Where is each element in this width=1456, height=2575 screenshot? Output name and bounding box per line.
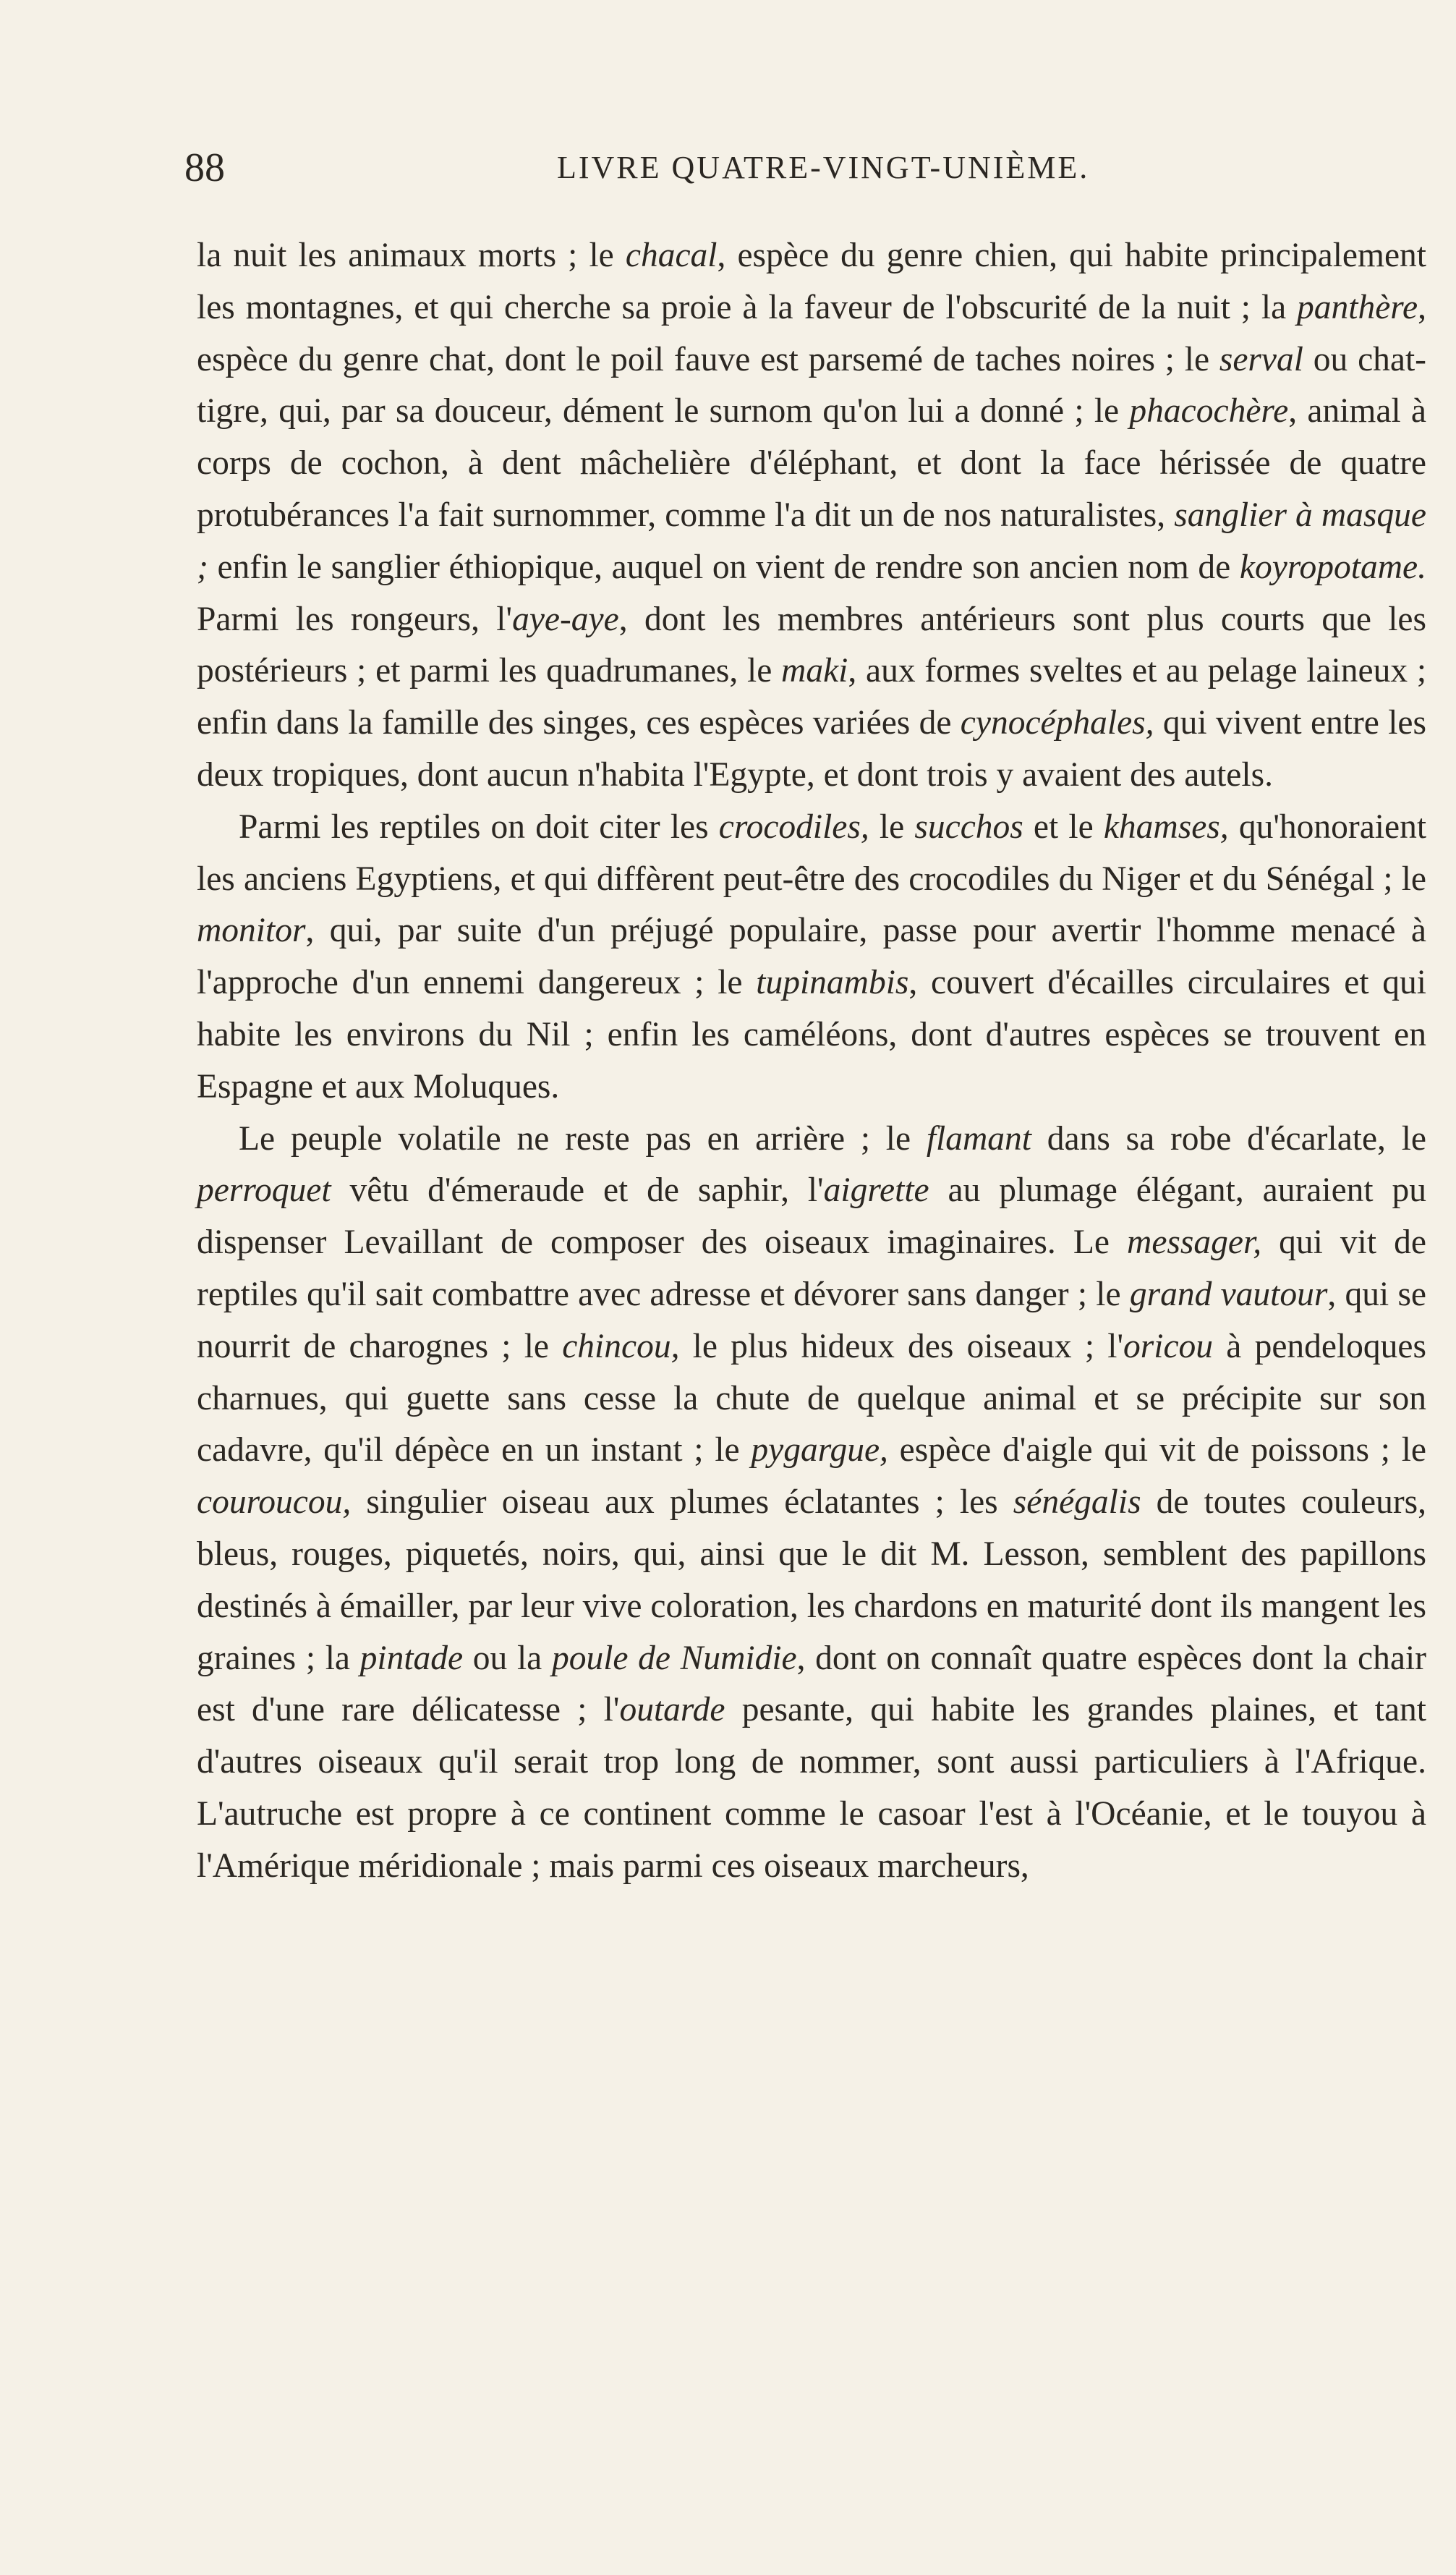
- text-run: ou la: [463, 1639, 552, 1677]
- paragraph-3: [197, 1113, 1426, 1893]
- italic-term: chincou,: [562, 1327, 680, 1365]
- text-run: qui vivent entre les deux tropiques, dont aucun n'habita l'Egypte, et dont trois y avaient des autels.: [197, 704, 1426, 794]
- paragraph-2: [197, 802, 1426, 1113]
- text-run: Le peuple volatile ne reste pas en arrière ; le: [239, 1119, 927, 1158]
- italic-term: sénégalis: [1013, 1483, 1141, 1522]
- text-run: Parmi les reptiles on doit citer les: [239, 807, 719, 846]
- italic-term: cynocéphales,: [960, 704, 1154, 742]
- text-run: à pendeloques charnues, qui guette sans cesse la chute de quelque animal et se précipite sur son cadavre, qu'il dépèce en un instant ; le: [197, 1327, 1426, 1469]
- text-run: au plumage élégant, auraient pu dispenser Levaillant de composer des oiseaux imaginaires. Le: [197, 1171, 1427, 1262]
- body-text: [197, 230, 1426, 1893]
- italic-term: oricou: [1123, 1327, 1214, 1365]
- text-run: dans sa robe d'écarlate, le: [1031, 1119, 1426, 1158]
- text-run: pesante, qui habite les grandes plaines, et tant d'autres oiseaux qu'il serait trop long de nommer, sont aussi particuliers à l'Afrique. L'autruche est propre à ce continent comme le casoar l'est à l'Océanie, et le touyou à l'Amérique méridionale ; mais parmi ces oiseaux marcheurs,: [197, 1691, 1426, 1885]
- text-run: , aux formes sveltes et au pelage laineux ; enfin dans la famille des singes, ces espèces variées de: [197, 652, 1427, 742]
- text-run: ou chat-tigre, qui, par sa douceur, dément le surnom qu'on lui a donné ; le: [197, 340, 1426, 430]
- page-number: 88: [184, 145, 225, 190]
- chapter-header-title: LIVRE QUATRE-VINGT-UNIÈME.: [557, 150, 1090, 185]
- italic-term: aye-aye: [512, 600, 619, 638]
- text-run: singulier oiseau aux plumes éclatantes ; les: [351, 1483, 1013, 1522]
- text-run: enfin le sanglier éthiopique, auquel on vient de rendre son ancien nom de: [208, 548, 1240, 586]
- text-run: , dont les membres antérieurs sont plus courts que les postérieurs ; et parmi les quadrumanes, le: [197, 600, 1427, 690]
- italic-term: succhos: [914, 807, 1023, 846]
- text-run: qu'honoraient les anciens Egyptiens, et qui diffèrent peut-être des crocodiles du Niger et du Sénégal ; le: [197, 807, 1427, 898]
- text-run: le plus hideux des oiseaux ; l': [679, 1327, 1124, 1365]
- italic-term: sanglier à masque ;: [197, 496, 1426, 586]
- running-header: [184, 145, 1429, 203]
- text-run: , couvert d'écailles circulaires et qui habite les environs du Nil ; enfin les caméléons, dont d'autres espèces se trouvent en Espagne et aux Moluques.: [197, 964, 1426, 1106]
- italic-term: khamses,: [1103, 807, 1229, 846]
- italic-term: flamant: [926, 1119, 1032, 1158]
- text-run: , qui, par suite d'un préjugé populaire, passe pour avertir l'homme menacé à l'approche d'un ennemi dangereux ; le: [197, 912, 1426, 1002]
- italic-term: chacal: [625, 237, 718, 274]
- italic-term: perroquet: [197, 1171, 331, 1210]
- text-run: de toutes couleurs, bleus, rouges, piquetés, noirs, qui, ainsi que le dit M. Lesson, semblent des papillons destinés à émailler, par leur vive coloration, les chardons en maturité dont ils mangent les graines ; la: [197, 1483, 1426, 1677]
- text-run: , qui se nourrit de charognes ; le: [197, 1275, 1427, 1365]
- italic-term: pintade: [359, 1639, 464, 1677]
- italic-term: crocodiles,: [718, 807, 869, 846]
- italic-term: messager,: [1127, 1223, 1262, 1262]
- text-run: , espèce du genre chien, qui habite principalement les montagnes, et qui cherche sa proie à la faveur de l'obscurité de la nuit ; la: [197, 237, 1426, 326]
- paragraph-1: [197, 230, 1426, 802]
- italic-term: maki: [781, 652, 848, 690]
- text-run: qui vit de reptiles qu'il sait combattre avec adresse et dévorer sans danger ; le: [197, 1223, 1426, 1313]
- text-run: espèce d'aigle qui vit de poissons ; le: [887, 1431, 1426, 1469]
- italic-term: couroucou,: [197, 1483, 352, 1522]
- text-run: , dont on connaît quatre espèces dont la chair est d'une rare délicatesse ; l': [197, 1639, 1426, 1729]
- italic-term: koyropotame.: [1239, 548, 1426, 586]
- text-run: et le: [1023, 807, 1104, 846]
- text-run: vêtu d'émeraude et de saphir, l': [331, 1171, 824, 1210]
- italic-term: grand vautour: [1129, 1275, 1328, 1313]
- text-run: , espèce du genre chat, dont le poil fauve est parsemé de taches noires ; le: [197, 288, 1426, 378]
- italic-term: panthère: [1297, 288, 1418, 326]
- italic-term: outarde: [619, 1691, 725, 1729]
- italic-term: pygargue,: [751, 1431, 888, 1469]
- text-run: , animal à corps de cochon, à dent mâchelière d'éléphant, et dont la face hérissée de quatre protubérances l'a fait surnommer, comme l'a dit un de nos naturalistes,: [197, 392, 1426, 534]
- italic-term: serval: [1219, 340, 1303, 378]
- italic-term: poule de Numidie: [551, 1639, 797, 1677]
- text-run: le: [869, 807, 915, 846]
- text-run: la nuit les animaux morts ; le: [197, 237, 626, 274]
- italic-term: tupinambis: [756, 964, 909, 1002]
- italic-term: aigrette: [823, 1171, 929, 1210]
- text-run: Parmi les rongeurs, l': [197, 600, 513, 638]
- italic-term: monitor: [197, 912, 306, 950]
- italic-term: phacochère: [1129, 392, 1289, 430]
